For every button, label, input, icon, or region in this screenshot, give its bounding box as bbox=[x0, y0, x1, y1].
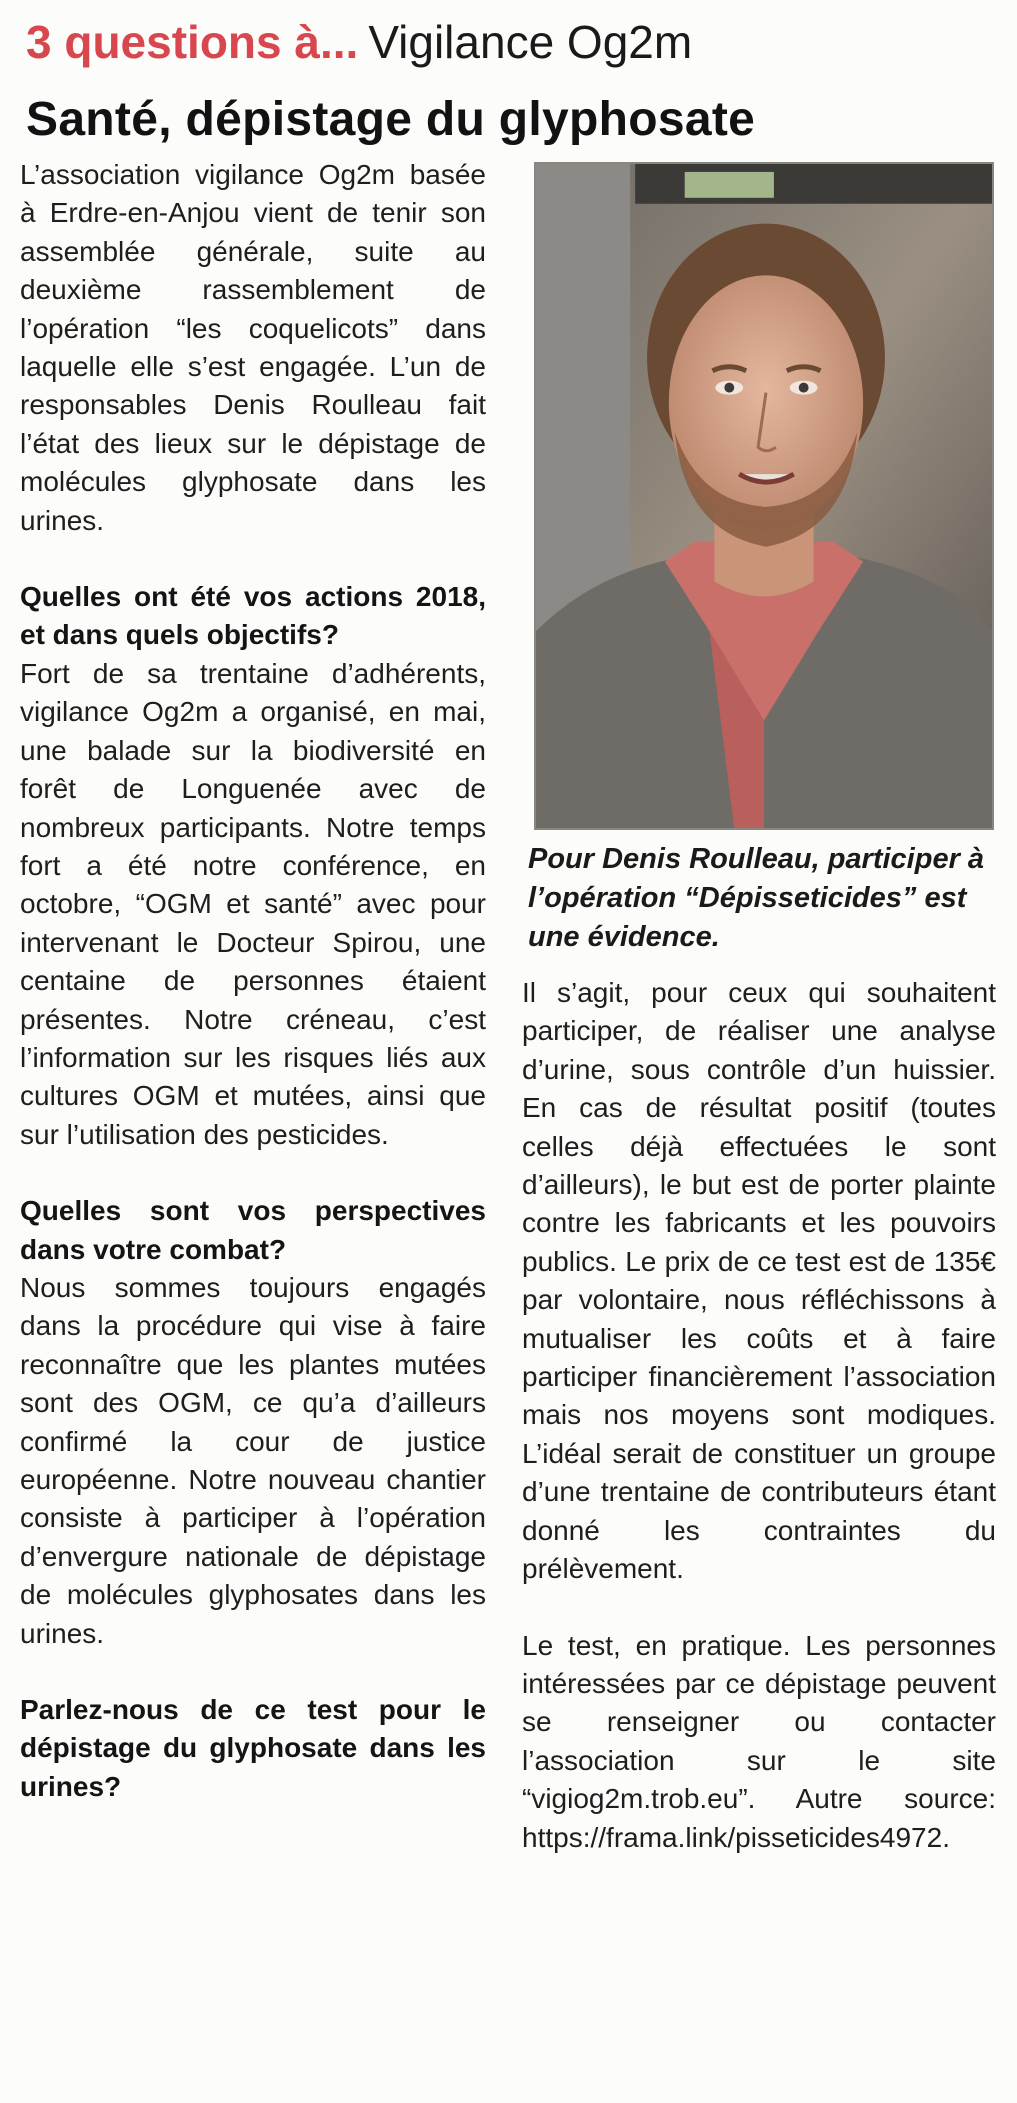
portrait-illustration bbox=[536, 164, 992, 828]
photo-caption: Pour Denis Roulleau, participer à l’opération “Dépisseticides” est une évidence. bbox=[528, 843, 985, 953]
kicker-series: 3 questions à... bbox=[26, 16, 359, 68]
portrait-photo bbox=[534, 162, 994, 830]
article-headline: Santé, dépistage du glyphosate bbox=[26, 93, 756, 146]
left-column bbox=[20, 156, 486, 1806]
question-1: Quelles ont été vos actions 2018, et dans quels objectifs? bbox=[20, 581, 486, 651]
answer-3: Il s’agit, pour ceux qui souhaitent participer, de réaliser une analyse d’urine, sous contrôle d’un huissier. En cas de résultat positif (toutes celles déjà effectuées le sont d’ailleurs), le but est de porter plainte contre les fabricants et les pouvoirs publics. Le prix de ce test est de 135€ par volontaire, nous réfléchissons à mutualiser les coûts et à faire participer financièrement l’association mais nos moyens sont modiques. L’idéal serait de constituer un groupe d’une trentaine de contributeurs étant donné les contraintes du prélèvement. bbox=[522, 977, 996, 1585]
intro-paragraph: L’association vigilance Og2m basée à Erdre-en-Anjou vient de tenir son assemblée générale, suite au deuxième rassemblement de l’opération “les coquelicots” dans laquelle elle s’est engagée. L’un de responsables Denis Roulleau fait l’état des lieux sur le dépistage de molécules glyphosate dans les urines. bbox=[20, 159, 486, 536]
kicker-subject: Vigilance Og2m bbox=[368, 16, 693, 68]
question-3: Parlez-nous de ce test pour le dépistage du glyphosate dans les urines? bbox=[20, 1694, 486, 1802]
question-2: Quelles sont vos perspectives dans votre combat? bbox=[20, 1195, 486, 1265]
answer-2: Nous sommes toujours engagés dans la procédure qui vise à faire reconnaître que les plantes mutées sont des OGM, ce qu’a d’ailleurs confirmé la cour de justice européenne. Notre nouveau chantier consiste à participer à l’opération d’envergure nationale de dépistage de molécules glyphosates dans les urines. bbox=[20, 1271, 486, 1649]
answer-1: Fort de sa trentaine d’adhérents, vigilance Og2m a organisé, en mai, une balade sur la biodiversité en forêt de Longuenée avec de nombreux participants. Notre temps fort a été notre conférence, en octobre, “OGM et santé” avec pour intervenant le Docteur Spirou, une centaine de personnes étaient présentes. Notre créneau, c’est l’information sur les risques liés aux cultures OGM et mutées, ainsi que sur l’utilisation des pesticides. bbox=[20, 657, 486, 1150]
article-kicker bbox=[26, 14, 692, 70]
right-column bbox=[522, 974, 996, 1857]
closing-paragraph: Le test, en pratique. Les personnes intéressées par ce dépistage peuvent se renseigner ou contacter l’association sur le site “vigiog2m.trob.eu”. Autre source: https://frama.link/pisseticides4972. bbox=[522, 1629, 996, 1853]
